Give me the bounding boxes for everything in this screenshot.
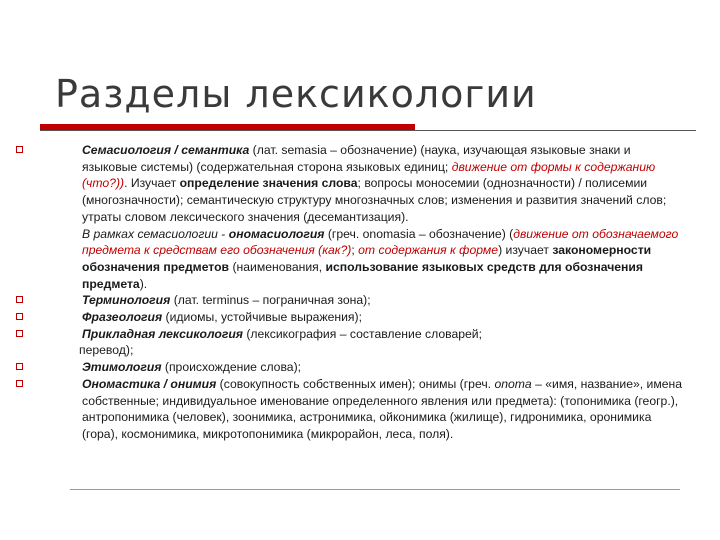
list-item-onomastics [82, 376, 682, 443]
text-red-italic: от содержания к форме [358, 243, 499, 258]
square-bullet-icon [16, 330, 23, 337]
text: (лексикография – составление словарей; [242, 326, 482, 341]
text: (лат. terminus – пограничная зона); [170, 293, 371, 308]
text: ) изучает [498, 243, 553, 258]
text-italic: onoma [494, 376, 532, 391]
text: ; [351, 243, 359, 258]
square-bullet-icon [16, 380, 23, 387]
bottom-rule [70, 489, 680, 490]
text: (совокупность собственных имен); онимы (греч. [216, 376, 495, 391]
title-underline-rule [40, 130, 696, 131]
text-bold: закономерности обозначения предметов [82, 243, 652, 274]
term-terminology: Терминология [82, 293, 171, 308]
text: – «имя, название», имена собственные; индивидуальное именование определенного явления или предмета): (топонимика (геогр.), антропонимика (человек), зоонимика, астронимика, ойконимика (жилище), гидронимика, оронимика (гора), космонимика, микротопонимика (микрорайон, леса, поля). [82, 376, 683, 441]
term-etymology: Этимология [82, 360, 162, 375]
text: (идиомы, устойчивые выражения); [162, 310, 362, 325]
list-item-semasiology [82, 142, 682, 226]
text: ). [139, 276, 148, 291]
list-item-terminology [82, 292, 682, 309]
square-bullet-icon [16, 313, 23, 320]
term-semasiology: Семасиология / семантика [82, 143, 250, 157]
term-applied-lexicology: Прикладная лексикология [82, 326, 243, 341]
list-item-continuation [79, 342, 682, 359]
text-italic: В рамках семасиологии [82, 226, 218, 241]
text: (происхождение слова); [161, 360, 302, 375]
text: перевод); [79, 343, 134, 358]
term-onomasiology: ономасиология [228, 226, 325, 241]
list-item-applied-lexicology [82, 326, 682, 343]
content-list [79, 142, 683, 443]
text-bold: использование языковых средств для обозначения предмета [82, 259, 644, 291]
paragraph-onomasiology [82, 226, 682, 293]
text: . Изучает [124, 176, 180, 191]
text-red-italic: движение от обозначаемого предмета к средствам его обозначения (как?) [82, 226, 679, 258]
text-bold: определение значения слова [179, 176, 358, 191]
square-bullet-icon [16, 296, 23, 303]
page-title: Разделы лексикологии [55, 72, 537, 116]
list-item-etymology [82, 359, 682, 376]
list-item-phraseology [82, 309, 682, 326]
term-phraseology: Фразеология [82, 310, 163, 325]
term-onomastics: Ономастика / онимия [82, 376, 217, 391]
text: (лат. semasia – обозначение) (наука, изучающая языковые знаки и языковые системы) (содержательная сторона языковых единиц; [82, 143, 631, 174]
text: - [217, 226, 229, 241]
text: (наименования, [229, 259, 326, 274]
square-bullet-icon [16, 146, 23, 153]
text: ; вопросы моносемии (однозначности) / полисемии (многозначности); семантическую структуру многозначных слов; изменения и развития значений слов; утраты словом лексического значения (десемантизация). [82, 176, 667, 224]
text: (греч. onomasia – обозначение) ( [324, 226, 514, 241]
text-red-italic: движение от формы к содержанию (что?)) [82, 159, 656, 191]
square-bullet-icon [16, 363, 23, 370]
